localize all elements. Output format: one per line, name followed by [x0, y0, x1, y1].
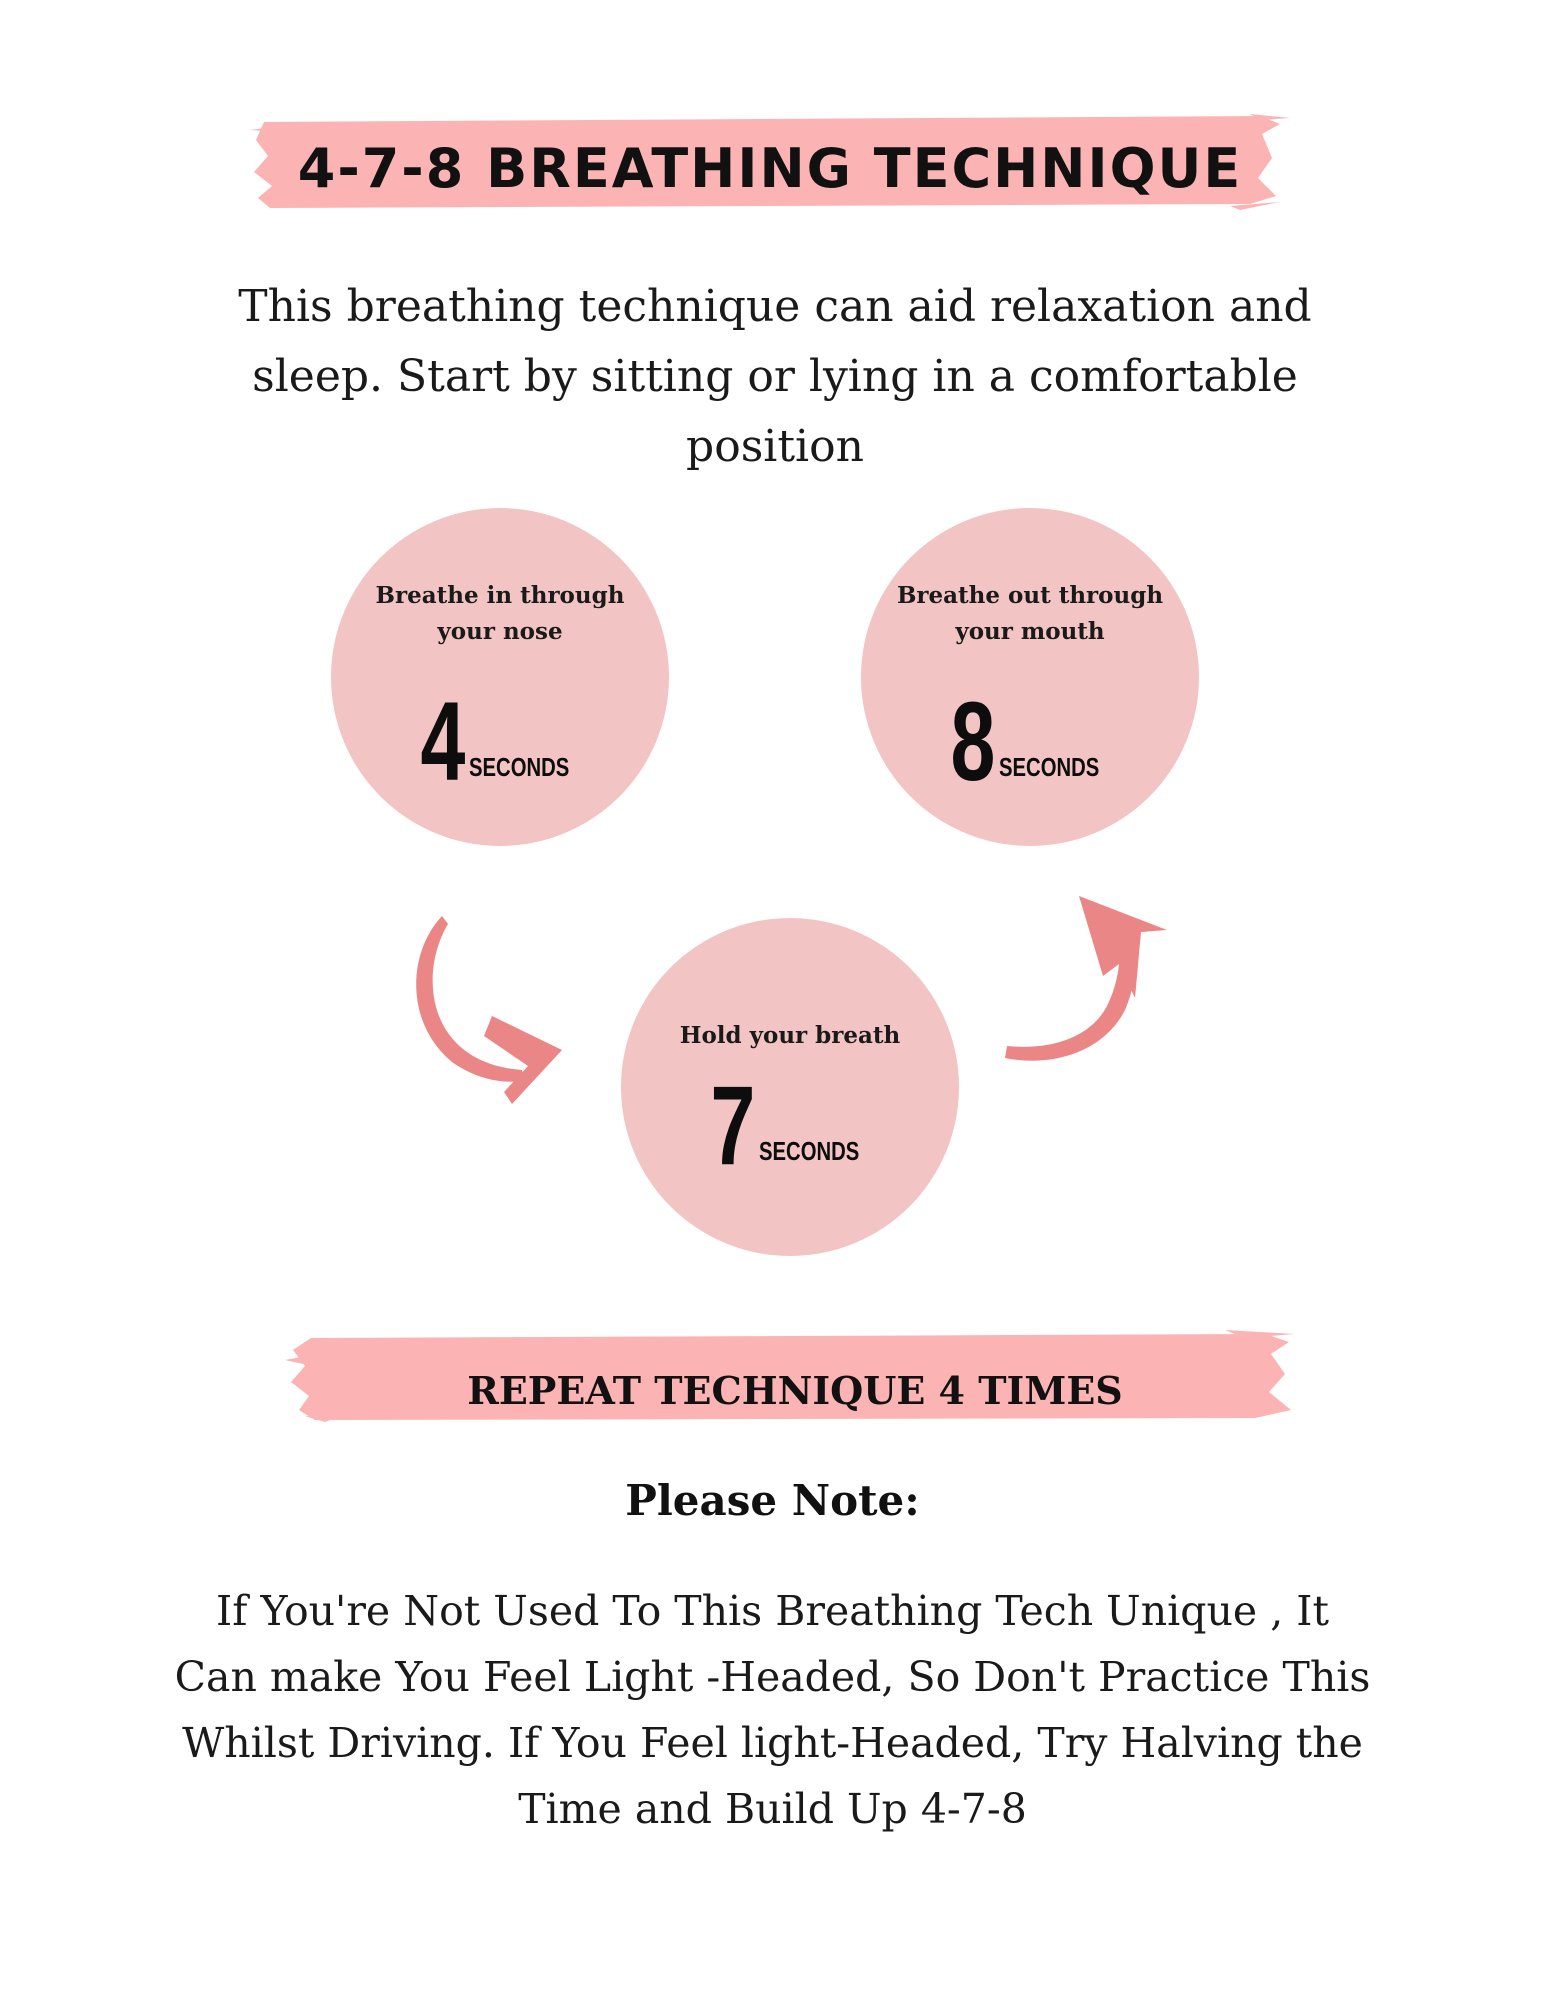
intro-text: This breathing technique can aid relaxation and sleep. Start by sitting or lying in a comfortable position [238, 281, 1312, 472]
repeat-instruction: REPEAT TECHNIQUE 4 TIMES [467, 1367, 1123, 1413]
step-inhale-count [331, 679, 669, 804]
step-exhale-circle [861, 508, 1199, 846]
step-inhale-label [331, 578, 669, 650]
page-title: 4-7-8 BREATHING TECHNIQUE [297, 136, 1243, 200]
curved-arrow-up-right-icon [1005, 890, 1180, 1080]
step-exhale-number: 8 [950, 679, 995, 804]
curved-arrow-down-right-icon [400, 912, 580, 1112]
step-inhale-label-line1: Breathe in through [375, 582, 625, 609]
step-hold-unit: SECONDS [758, 1136, 860, 1166]
step-hold-circle [621, 918, 959, 1256]
step-exhale-label-line1: Breathe out through [896, 582, 1164, 609]
step-exhale-label-line2: your mouth [955, 618, 1105, 645]
note-heading: Please Note: [625, 1476, 920, 1525]
step-inhale-unit: SECONDS [468, 752, 570, 782]
step-exhale-unit: SECONDS [998, 752, 1100, 782]
step-hold-label-line1: Hold your breath [679, 1022, 901, 1049]
step-hold-label [621, 1018, 959, 1054]
note-body: If You're Not Used To This Breathing Tech Unique , It Can make You Feel Light -Headed, So Don't Practice This Whilst Driving. If You Feel light-Headed, Try Halving the Time and Build Up 4-7-8 [174, 1587, 1371, 1833]
step-exhale-count [861, 679, 1199, 804]
step-inhale-label-line2: your nose [437, 618, 563, 645]
step-hold-count [621, 1063, 959, 1188]
step-inhale-circle [331, 508, 669, 846]
step-exhale-label [861, 578, 1199, 650]
step-hold-number: 7 [710, 1063, 755, 1188]
step-inhale-number: 4 [420, 679, 465, 804]
